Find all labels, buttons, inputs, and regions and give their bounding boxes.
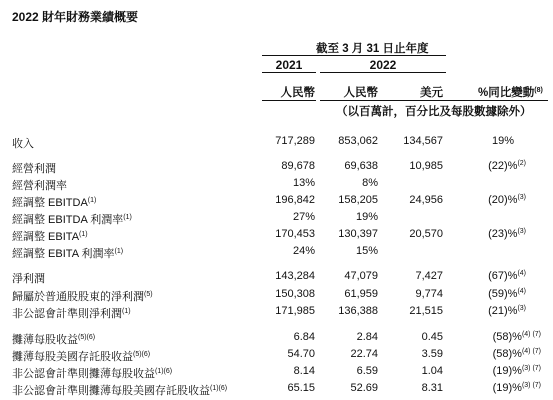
pct-change-footnote: (3): [517, 305, 526, 312]
row-label: [12, 135, 34, 151]
row-label: [12, 348, 150, 364]
value-2022-rmb: 52.69: [350, 382, 378, 394]
pct-change-footnote: (2): [517, 160, 526, 167]
table-row: [0, 382, 553, 396]
row-label: [12, 245, 123, 261]
row-label: [12, 331, 95, 347]
value-2022-usd: 9,774: [415, 288, 443, 300]
year-2022-underline: [320, 72, 446, 73]
pct-change-text: (58)%: [492, 348, 522, 360]
value-pct-change: [488, 270, 526, 282]
col-rmb-2021-underline: [262, 100, 316, 101]
value-2022-rmb: 2.84: [356, 331, 378, 343]
value-pct-change: [493, 365, 541, 377]
col-pct-change: [478, 84, 543, 100]
row-label: [12, 177, 67, 193]
pct-change-text: (19)%: [492, 382, 522, 394]
pct-change-footnote: (4) (7): [521, 331, 541, 338]
table-row: [0, 228, 553, 242]
pct-change-footnote: (3) (7): [521, 382, 541, 389]
row-label-text: 經調整 EBITDA 利潤率: [12, 214, 124, 226]
value-2022-rmb: 130,397: [338, 228, 378, 240]
row-label-footnote: (5): [144, 291, 153, 298]
col-rmb-2022: 人民幣: [343, 87, 378, 99]
row-label-footnote: (1): [79, 231, 88, 238]
pct-change-footnote: (4): [517, 270, 526, 277]
table-row: [0, 194, 553, 208]
row-label-footnote: (1): [87, 197, 97, 204]
table-row: [0, 135, 553, 149]
value-2022-rmb: 158,205: [338, 194, 378, 206]
value-pct-change: [493, 348, 541, 360]
row-label-text: 經調整 EBITA: [12, 231, 80, 243]
value-2021-rmb: 171,985: [275, 305, 315, 317]
value-2021-rmb: 143,284: [275, 270, 315, 282]
row-label-text: 攤薄每股收益: [12, 334, 78, 346]
value-2021-rmb: 150,308: [275, 288, 315, 300]
pct-change-footnote: (3) (7): [521, 365, 541, 372]
row-label-text: 攤薄每股美國存託股收益: [12, 351, 133, 363]
row-label-footnote: (1)(6): [155, 368, 173, 375]
table-row: [0, 211, 553, 225]
period-header: 截至 3 月 31 日止年度: [316, 43, 429, 55]
pct-change-footnote: (3): [517, 228, 526, 235]
pct-change-footnote: (4): [517, 288, 526, 295]
col-pct-footnote: (8): [534, 87, 543, 94]
value-pct-change: [488, 305, 526, 317]
table-row: [0, 270, 553, 284]
table-row: [0, 245, 553, 259]
row-label: [12, 365, 172, 381]
value-2022-rmb: 6.59: [356, 365, 378, 377]
row-label: [12, 270, 45, 286]
table-row: [0, 365, 553, 379]
value-pct-change: [488, 288, 526, 300]
value-2022-usd: 1.04: [421, 365, 443, 377]
value-2022-rmb: 853,062: [338, 135, 378, 147]
value-pct-change: [493, 331, 541, 343]
value-2021-rmb: 54.70: [287, 348, 315, 360]
value-2022-usd: 3.59: [421, 348, 443, 360]
row-label-footnote: (1)(6): [210, 385, 228, 392]
unit-note: （以百萬計，百分比及每股數據除外）: [336, 106, 532, 118]
value-2022-rmb: 8%: [362, 177, 378, 189]
row-label-text: 歸屬於普通股股東的淨利潤: [12, 291, 144, 303]
pct-change-text: (23)%: [488, 228, 518, 240]
value-2022-usd: 10,985: [409, 160, 443, 172]
value-2022-rmb: 19%: [355, 211, 378, 223]
row-label-text: 經調整 EBITDA: [12, 197, 88, 209]
value-2022-usd: 134,567: [403, 135, 443, 147]
value-2022-rmb: 15%: [355, 245, 378, 257]
row-label-footnote: (5)(6): [133, 351, 151, 358]
pct-change-text: (67)%: [488, 270, 518, 282]
pct-change-text: (22)%: [488, 160, 518, 172]
row-label: [12, 194, 96, 210]
pct-change-text: 19%: [491, 135, 514, 147]
col-rmb-2021: 人民幣: [280, 87, 315, 99]
table-row: [0, 331, 553, 345]
row-label: [12, 160, 56, 176]
table-row: [0, 160, 553, 174]
table-row: [0, 177, 553, 191]
row-label-text: 淨利潤: [12, 273, 45, 285]
pct-change-footnote: (3): [517, 194, 526, 201]
value-pct-change: [488, 228, 526, 240]
row-label-text: 經營利潤率: [12, 180, 67, 192]
value-2022-usd: 0.45: [421, 331, 443, 343]
value-2021-rmb: 13%: [292, 177, 315, 189]
col-pct-label: %同比變動: [478, 87, 535, 99]
row-label-text: 收入: [12, 138, 34, 150]
col-usd: 美元: [420, 87, 443, 99]
page-title: 2022 財年財務業績概要: [12, 10, 139, 24]
value-2022-usd: 24,956: [409, 194, 443, 206]
row-label: [12, 288, 153, 304]
value-pct-change: [488, 160, 526, 172]
pct-change-text: (59)%: [488, 288, 518, 300]
value-2021-rmb: 89,678: [281, 160, 315, 172]
table-row: [0, 305, 553, 319]
value-2021-rmb: 6.84: [293, 331, 315, 343]
value-pct-change: [493, 382, 541, 394]
value-2022-rmb: 61,959: [344, 288, 378, 300]
row-label: [12, 382, 227, 398]
value-2021-rmb: 170,453: [275, 228, 315, 240]
value-2022-usd: 21,515: [409, 305, 443, 317]
pct-change-text: (21)%: [488, 305, 518, 317]
value-2021-rmb: 24%: [292, 245, 315, 257]
row-label-footnote: (1): [114, 248, 124, 255]
row-label-text: 經營利潤: [12, 163, 56, 175]
row-label: [12, 305, 131, 321]
year-2021-header: 2021: [275, 58, 303, 72]
row-label-footnote: (1): [123, 214, 132, 221]
value-2022-usd: 20,570: [409, 228, 443, 240]
value-2022-rmb: 136,388: [338, 305, 378, 317]
pct-change-text: (19)%: [492, 365, 522, 377]
year-2021-underline: [262, 72, 316, 73]
row-label-text: 非公認會計準則攤薄每股收益: [12, 368, 155, 380]
table-row: [0, 288, 553, 302]
pct-change-text: (20)%: [488, 194, 518, 206]
value-2022-rmb: 47,079: [344, 270, 378, 282]
value-2022-usd: 7,427: [415, 270, 443, 282]
row-label-footnote: (1): [122, 308, 131, 315]
columns-underline: [320, 100, 548, 101]
value-2021-rmb: 717,289: [275, 135, 315, 147]
value-2022-rmb: 22.74: [350, 348, 378, 360]
row-label-text: 經調整 EBITA 利潤率: [12, 248, 115, 260]
value-2022-rmb: 69,638: [344, 160, 378, 172]
period-underline: [262, 55, 446, 56]
row-label-text: 非公認會計準則攤薄每股美國存託股收益: [12, 385, 210, 397]
value-2021-rmb: 8.14: [293, 365, 315, 377]
pct-change-text: (58)%: [492, 331, 522, 343]
table-row: [0, 348, 553, 362]
year-2022-header: 2022: [369, 58, 397, 72]
row-label-footnote: (5)(6): [78, 334, 96, 341]
value-2022-usd: 8.31: [421, 382, 443, 394]
value-pct-change: [492, 135, 514, 147]
value-2021-rmb: 65.15: [287, 382, 315, 394]
row-label: [12, 228, 88, 244]
row-label-text: 非公認會計準則淨利潤: [12, 308, 122, 320]
value-pct-change: [488, 194, 526, 206]
pct-change-footnote: (4) (7): [521, 348, 541, 355]
row-label: [12, 211, 132, 227]
value-2021-rmb: 27%: [292, 211, 315, 223]
value-2021-rmb: 196,842: [275, 194, 315, 206]
